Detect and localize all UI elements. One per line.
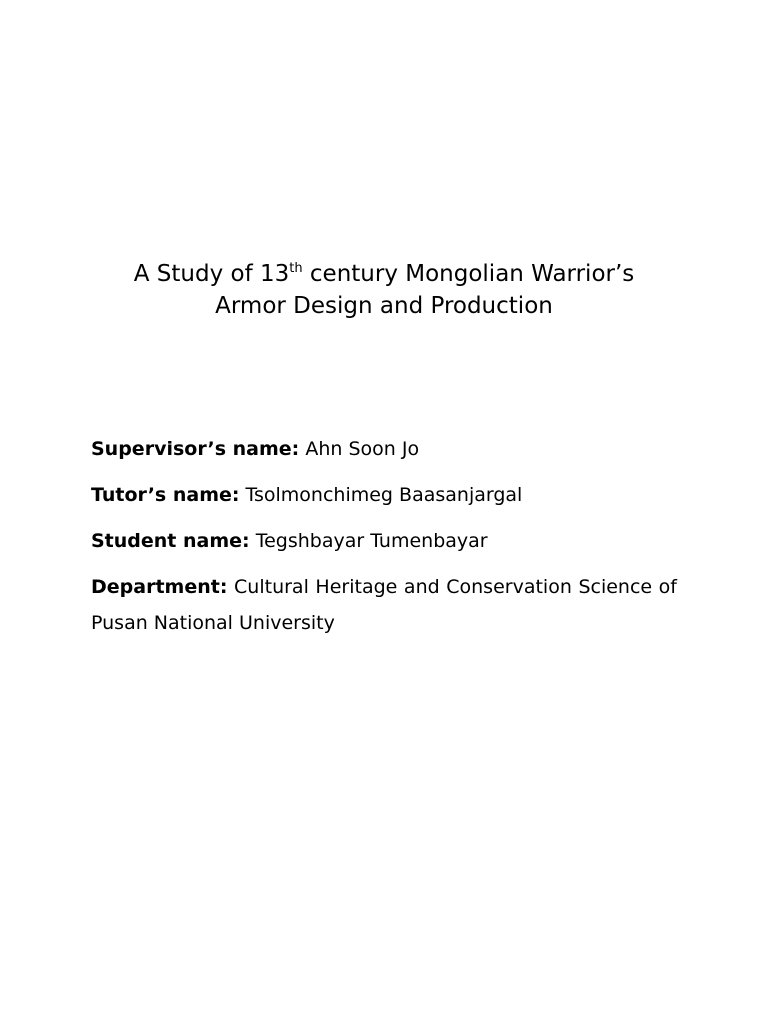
supervisor-label: Supervisor’s name: — [91, 438, 300, 460]
tutor-label: Tutor’s name: — [91, 484, 240, 506]
supervisor-field — [91, 436, 677, 462]
info-fields — [91, 436, 677, 661]
tutor-field — [91, 482, 677, 508]
title-prefix: A Study of 13 — [133, 261, 290, 287]
department-value: Cultural Heritage and Conservation Science of Pusan National University — [91, 576, 677, 634]
title-line-2: Armor Design and Production — [215, 293, 553, 319]
student-field — [91, 528, 677, 554]
title-suffix: century Mongolian Warrior’s — [302, 261, 635, 287]
title-superscript: th — [289, 261, 303, 276]
student-label: Student name: — [91, 530, 250, 552]
title-line-1 — [0, 258, 768, 290]
document-title — [0, 258, 768, 322]
tutor-value: Tsolmonchimeg Baasanjargal — [245, 484, 523, 506]
student-value: Tegshbayar Tumenbayar — [255, 530, 488, 552]
supervisor-value: Ahn Soon Jo — [305, 438, 420, 460]
department-label: Department: — [91, 576, 228, 598]
department-field — [91, 569, 677, 641]
